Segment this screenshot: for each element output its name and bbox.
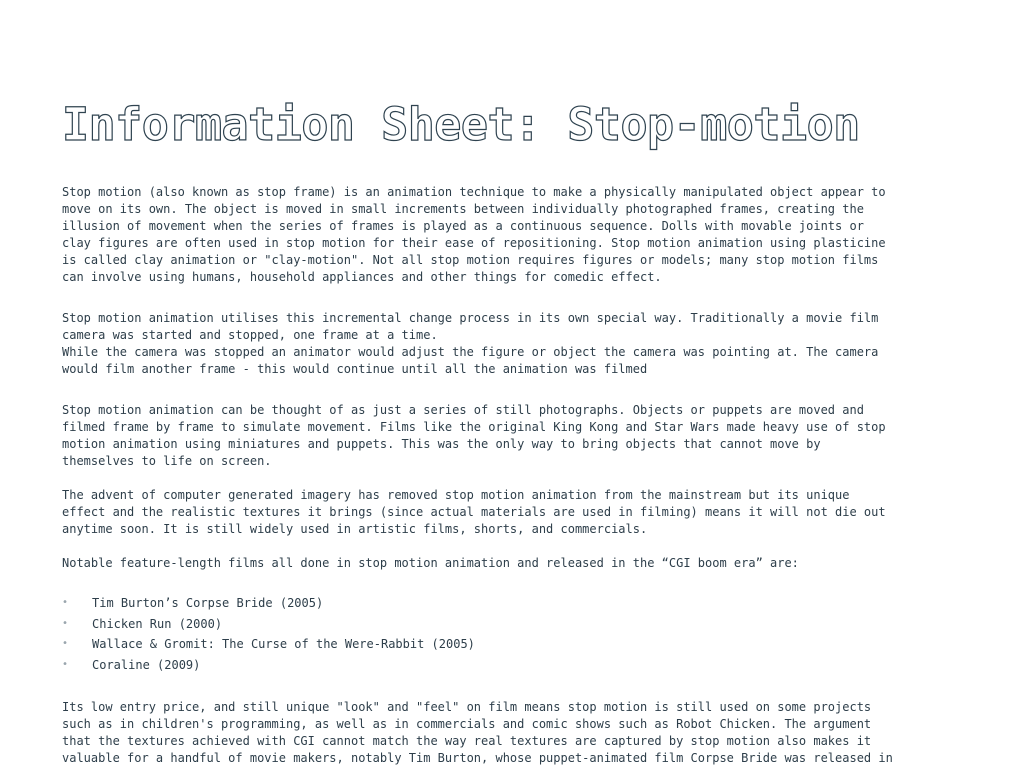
- document-body: [62, 184, 962, 767]
- film-title: Coraline (2009): [92, 657, 201, 672]
- paragraph-process: Stop motion animation utilises this incremental change process in its own special way. Traditionally a movie film camera was started and stopped, one frame at a time. While the camera was stopped an animator would adjust the figure or object the camera was pointing at. The camera would film another frame - this would continue until all the animation was filmed: [62, 311, 879, 376]
- film-title: Chicken Run (2000): [92, 616, 223, 631]
- films-list: [62, 593, 962, 675]
- paragraph-notable-films-intro: Notable feature-length films all done in stop motion animation and released in the “CGI boom era” are:: [62, 556, 799, 570]
- list-item: [62, 634, 962, 655]
- list-item: [62, 655, 962, 676]
- film-title: Wallace & Gromit: The Curse of the Were-Rabbit (2005): [92, 637, 475, 651]
- paragraph-still-photographs: Stop motion animation can be thought of as just a series of still photographs. Objects or puppets are moved and filmed frame by frame to simulate movement. Films like the original King Kong and Star Wars made heavy use of stop motion animation using miniatures and puppets. This was the only way to bring objects that cannot move by themselves to life on screen.: [62, 403, 886, 468]
- document-page: [62, 0, 962, 768]
- paragraph-intro: Stop motion (also known as stop frame) is an animation technique to make a physically manipulated object appear to move on its own. The object is moved in small increments between individually photographed frames, creating the illusion of movement when the series of frames is played as a continuous sequence. Dolls with movable joints or clay figures are often used in stop motion for their ease of repositioning. Stop motion animation using plasticine is called clay animation or "clay-motion". Not all stop motion requires figures or models; many stop motion films can involve using humans, household appliances and other things for comedic effect.: [62, 185, 886, 284]
- page-title: Information Sheet: Stop-motion: [62, 98, 860, 151]
- bullet-icon: •: [62, 597, 69, 608]
- bullet-icon: •: [62, 617, 69, 629]
- list-item: [62, 614, 962, 635]
- paragraph-cgi-advent: The advent of computer generated imagery has removed stop motion animation from the mainstream but its unique effect and the realistic textures it brings (since actual materials are used in filming) means it will not die out anytime soon. It is still widely used in artistic films, shorts, and commercials.: [62, 488, 886, 536]
- bullet-icon: •: [62, 638, 69, 649]
- bullet-icon: •: [62, 658, 69, 670]
- film-title: Tim Burton’s Corpse Bride (2005): [92, 596, 324, 610]
- paragraph-low-entry-price: Its low entry price, and still unique "look" and "feel" on film means stop motion is still used on some projects such as in children's programming, as well as in commercials and comic shows such as Robot Chicken. The argument that the textures achieved with CGI cannot match the way real textures are captured by stop motion also makes it valuable for a handful of movie makers, notably Tim Burton, whose puppet-animated film Corpse Bride was released in: [62, 700, 893, 765]
- list-item: [62, 593, 962, 614]
